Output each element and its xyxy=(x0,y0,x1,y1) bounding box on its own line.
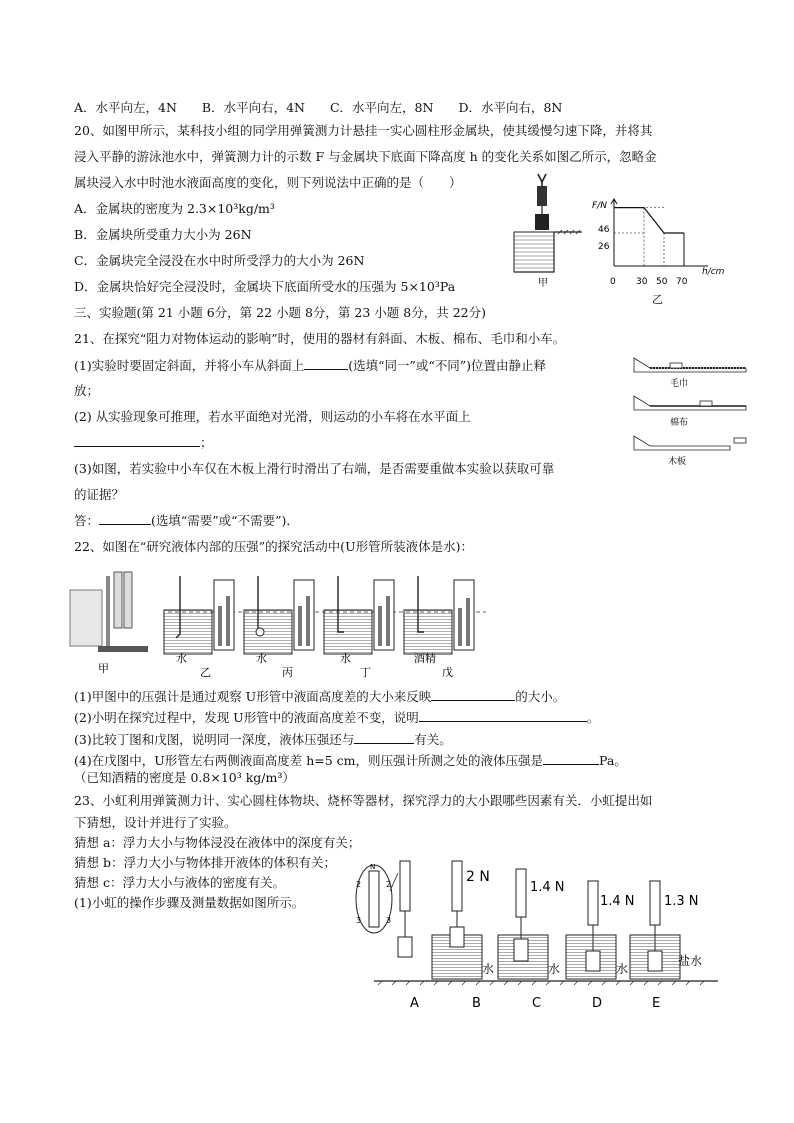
q22-part2 xyxy=(74,709,599,726)
scale-zoom xyxy=(356,863,398,933)
liquid-c: 水 xyxy=(548,962,561,976)
graph-y-axis-label: F/N xyxy=(592,201,607,211)
liquid-label-bing: 水 xyxy=(256,652,267,665)
surface-label-wood: 木板 xyxy=(668,457,687,467)
surface-label-cotton: 棉布 xyxy=(670,418,689,428)
section3-heading: 三、实验题(第 21 小题 6分，第 22 小题 8分，第 23 小题 8分，共 22分) xyxy=(74,305,486,320)
q21-figure-surfaces xyxy=(630,348,750,470)
step-label-d: D xyxy=(592,996,603,1011)
q22-figure-pressure xyxy=(68,570,488,680)
q21-answer-line xyxy=(74,512,299,529)
q22-stem: 22、如图在“研究液体内部的压强”的探究活动中(U形管所装液体是水)： xyxy=(74,539,473,554)
q19-options: A．水平向左，4N B．水平向右，4N C．水平向左，8N D．水平向右，8N xyxy=(74,100,563,115)
q23-guess-a: 猜想 a：浮力大小与物体浸没在液体中的深度有关； xyxy=(74,835,361,850)
liquid-b: 水 xyxy=(482,962,495,976)
q22-part4-text-a: (4)在戊图中，U形管左右两侧液面高度差 h=5 cm，则压强计所测之处的液体压强是 xyxy=(74,753,544,768)
q21-part2-text: (2) 从实验现象可推理，若水平面绝对光滑，则运动的小车将在水平面上 xyxy=(74,409,471,424)
q20-graph-yi xyxy=(592,196,756,288)
reading-d: 1.4 N xyxy=(600,894,635,909)
step-c xyxy=(498,869,565,979)
q22-part2-text-b: 。 xyxy=(586,710,600,725)
graph-series-line xyxy=(614,208,684,233)
fig-label-jia: 甲 xyxy=(538,278,548,289)
q20-stem-line3: 属块浸入水中时池水液面高度的变化，则下列说法中正确的是（ ） xyxy=(74,175,462,190)
apparatus-bing xyxy=(244,576,314,654)
q21-answer-suffix: (选填“需要”或“不需要”)． xyxy=(151,513,299,528)
step-b xyxy=(432,861,494,979)
q21-part1-text-b: (选填“同一”或“不同”)位置由静止释 xyxy=(348,358,547,373)
liquid-e: 盐水 xyxy=(678,954,703,968)
q22-part4-text-b: Pa。 xyxy=(599,753,627,768)
q23-guess-b: 猜想 b：浮力大小与物体排开液体的体积有关； xyxy=(74,855,336,870)
fig-label-ding-22: 丁 xyxy=(360,666,371,679)
liquid-label-yi: 水 xyxy=(176,652,187,665)
q20-option-d: D．金属块恰好完全浸没时，金属块下底面所受水的压强为 5×10³Pa xyxy=(74,279,456,294)
q23-stem-line2: 下猜想，设计并进行了实验。 xyxy=(74,815,237,830)
step-label-b: B xyxy=(472,996,481,1011)
scale-mark-3-right: 3 xyxy=(386,916,392,925)
step-e xyxy=(630,881,702,979)
q21-part1-text-a: (1)实验时要固定斜面，并将小车从斜面上 xyxy=(74,358,305,373)
q22-part3-text-a: (3)比较丁图和戊图，说明同一深度，液体压强还与 xyxy=(74,732,355,747)
q22-blank1[interactable] xyxy=(431,688,515,701)
step-label-c: C xyxy=(532,996,542,1011)
x-tick-30: 30 xyxy=(636,277,648,287)
q20-stem-line2: 浸入平静的游泳池水中，弹簧测力计的示数 F 与金属块下底面下降高度 h 的变化关系如图乙所示，忽略金 xyxy=(74,149,657,164)
step-a xyxy=(398,861,412,957)
q21-part3-line2: 的证据？ xyxy=(74,487,125,502)
fig-label-yi-22: 乙 xyxy=(200,666,211,679)
step-label-e: E xyxy=(652,996,661,1011)
liquid-d: 水 xyxy=(616,962,629,976)
q23-stem-line1: 23、小虹利用弹簧测力计、实心圆柱体物块、烧杯等器材，探究浮力的大小跟哪些因素有关．小虹提出如 xyxy=(74,793,653,808)
scale-mark-2-right: 2 xyxy=(386,880,392,889)
q21-answer-prefix: 答： xyxy=(74,513,100,528)
q21-blank3[interactable] xyxy=(99,512,151,525)
q22-part3-text-b: 有关。 xyxy=(414,732,452,747)
q22-part1-text-b: 的大小。 xyxy=(515,689,566,704)
q21-part1 xyxy=(74,357,546,374)
q20-figure-jia xyxy=(508,170,588,290)
q20-option-c: C．金属块完全浸没在水中时所受浮力的大小为 26N xyxy=(74,253,365,268)
q21-blank2[interactable] xyxy=(74,434,200,447)
fig-label-yi: 乙 xyxy=(652,293,663,306)
y-tick-26: 26 xyxy=(598,242,610,252)
q22-part1-text-a: (1)甲图中的压强计是通过观察 U形管中液面高度差的大小来反映 xyxy=(74,689,432,704)
q21-part3-line1: (3)如图，若实验中小车仅在木板上滑行时滑出了右端，是否需要重做本实验以获取可靠 xyxy=(74,461,555,476)
fig-label-wu-22: 戊 xyxy=(442,666,453,679)
apparatus-ding xyxy=(324,576,394,654)
q22-part2-text-a: (2)小明在探究过程中，发现 U形管中的液面高度差不变，说明 xyxy=(74,710,419,725)
q23-guess-c: 猜想 c：浮力大小与液体的密度有关。 xyxy=(74,875,285,890)
q21-stem: 21、在探究“阻力对物体运动的影响”时，使用的器材有斜面、木板、棉布、毛巾和小车。 xyxy=(74,331,566,346)
apparatus-yi xyxy=(164,576,234,654)
step-label-a: A xyxy=(410,996,419,1011)
q20-option-a: A．金属块的密度为 2.3×10³kg/m³ xyxy=(74,201,275,216)
q22-part4 xyxy=(74,752,627,769)
q20-option-b: B．金属块所受重力大小为 26N xyxy=(74,227,252,242)
fig-label-jia-22: 甲 xyxy=(98,662,109,675)
scale-mark-2-left: 2 xyxy=(356,880,362,889)
q20-stem-line1: 20、如图甲所示，某科技小组的同学用弹簧测力计悬挂一实心圆柱形金属块，使其缓慢匀速下降，并将其 xyxy=(74,123,653,138)
q22-blank4[interactable] xyxy=(543,752,599,765)
reading-e: 1.3 N xyxy=(664,894,699,909)
q22-part4-note: （已知酒精的密度是 0.8×10³ kg/m³） xyxy=(74,770,295,785)
liquid-label-ding: 水 xyxy=(340,652,351,665)
fig-label-bing-22: 丙 xyxy=(282,666,293,679)
scale-mark-n: N xyxy=(370,863,376,871)
x-tick-70: 70 xyxy=(676,277,688,287)
reading-b: 2 N xyxy=(466,869,490,885)
scale-mark-3-left: 3 xyxy=(356,916,362,925)
q23-figure-buoyancy xyxy=(352,855,722,1015)
x-tick-0: 0 xyxy=(610,277,616,287)
q21-part2-end: ； xyxy=(200,435,213,450)
q21-blank1[interactable] xyxy=(304,357,348,370)
q22-part1 xyxy=(74,688,565,705)
q22-blank2[interactable] xyxy=(419,709,587,722)
surface-label-towel: 毛巾 xyxy=(670,379,689,389)
q21-part1-end: 放； xyxy=(74,383,100,398)
step-d xyxy=(566,881,635,979)
liquid-label-wu: 酒精 xyxy=(414,652,436,665)
q22-blank3[interactable] xyxy=(354,731,414,744)
y-tick-46: 46 xyxy=(598,225,610,235)
graph-x-axis-label: h/cm xyxy=(702,267,725,277)
q22-part3 xyxy=(74,731,452,748)
apparatus-wu xyxy=(404,576,474,654)
reading-c: 1.4 N xyxy=(530,880,565,895)
q21-part2-answer xyxy=(74,434,213,451)
apparatus-jia xyxy=(70,572,148,675)
x-tick-50: 50 xyxy=(656,277,668,287)
incline-cotton xyxy=(634,396,746,428)
incline-wood xyxy=(634,436,746,467)
q23-part1: (1)小虹的操作步骤及测量数据如图所示。 xyxy=(74,895,305,910)
incline-towel xyxy=(634,358,746,389)
